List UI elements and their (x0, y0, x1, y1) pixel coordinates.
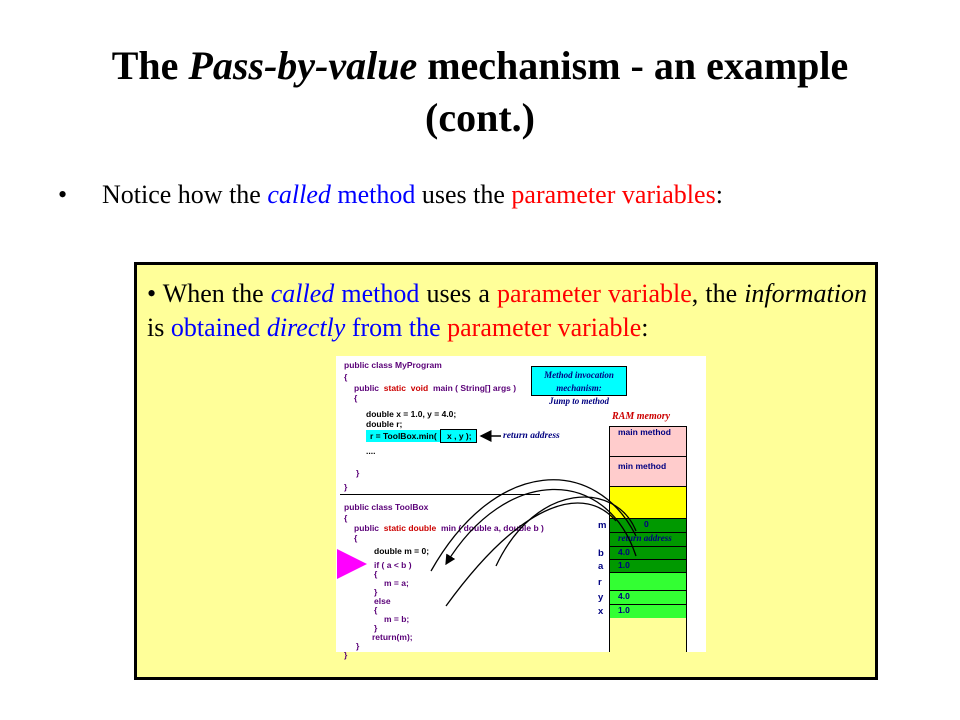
code-brace: { (354, 533, 358, 543)
return-address-label: return address (503, 431, 560, 441)
ram-label-y: y (598, 592, 604, 603)
ram-main-method: main method (609, 426, 687, 457)
arc-c (496, 497, 636, 566)
code-decl-r: double r; (366, 419, 403, 429)
code-call-line: r = ToolBox.min( x , y ); (366, 431, 476, 441)
bullet-dot: • (58, 180, 68, 209)
title-part: mechanism - an example (417, 43, 849, 88)
code-brace: { (354, 393, 358, 403)
title-line-2: (cont.) (425, 95, 535, 140)
code-if: if ( a < b ) (374, 560, 412, 570)
flow-arrows (336, 356, 706, 652)
code-brace: { (374, 605, 378, 615)
code-else: else (374, 596, 391, 606)
ram-label-r: r (598, 577, 602, 588)
panel-text: • When the called method uses a parameter variable, the information is obtained directly from the parameter variable: (147, 279, 867, 342)
code-brace: { (344, 513, 348, 523)
code-class-myprogram: public class MyProgram (344, 360, 442, 370)
ram-m-cell: 0 (609, 518, 687, 533)
ram-label-b: b (598, 548, 604, 559)
ram-return-address-cell: return address (609, 532, 687, 547)
ram-label-m: m (598, 520, 607, 531)
code-decl-m: double m = 0; (374, 546, 430, 556)
code-decl-xy: double x = 1.0, y = 4.0; (366, 409, 457, 419)
title-part: The (111, 43, 189, 88)
code-brace: } (356, 468, 360, 478)
bullet-text: Notice how the called method uses the parameter variables: (102, 180, 723, 209)
code-brace: } (344, 482, 348, 492)
code-brace: } (374, 587, 378, 597)
ram-min-method: min method (609, 456, 687, 487)
arc-b (431, 480, 636, 571)
code-return: return(m); (372, 632, 413, 642)
code-brace: } (344, 650, 348, 660)
mechanism-line-1: Method invocation mechanism: (544, 370, 614, 393)
pass-by-value-figure (336, 356, 706, 660)
code-ellipsis: .... (366, 446, 376, 456)
code-brace: } (356, 641, 360, 651)
code-assign-b: m = b; (384, 614, 410, 624)
ram-label-x: x (598, 606, 604, 617)
arc-d (446, 503, 616, 606)
title-emphasis: Pass-by-value (188, 43, 418, 88)
ram-a-cell: 1.0 (609, 559, 687, 573)
code-class-toolbox: public class ToolBox (344, 502, 429, 512)
code-main-signature: public static void main ( String[] args ) (354, 383, 517, 393)
code-brace: { (374, 569, 378, 579)
slide-title (0, 40, 960, 144)
code-brace: { (344, 372, 348, 382)
ram-label-a: a (598, 561, 604, 572)
code-assign-a: m = a; (384, 578, 409, 588)
code-min-signature: public static double min ( double a, double b ) (354, 523, 544, 533)
ram-memory-title: RAM memory (612, 411, 671, 422)
arc-a (446, 489, 636, 564)
mechanism-line-2: Jump to method (548, 396, 609, 406)
ram-y-cell: 4.0 (609, 590, 687, 605)
ram-x-cell: 1.0 (609, 604, 687, 619)
ram-b-cell: 4.0 (609, 546, 687, 560)
code-brace: } (374, 623, 378, 633)
